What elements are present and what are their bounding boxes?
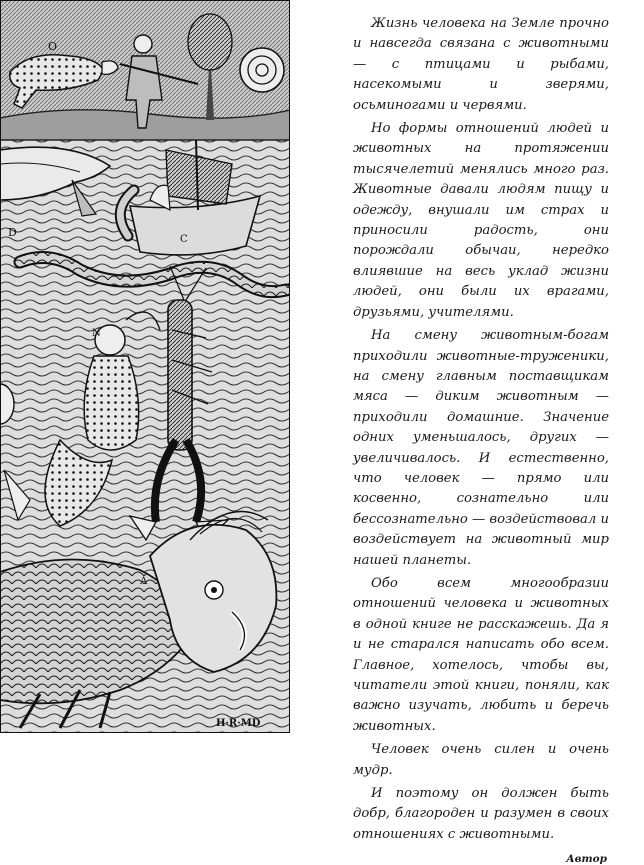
monogram-label: H·R·MD [216, 718, 261, 729]
letter-d-label: D [8, 226, 17, 239]
letter-a-label: A [140, 576, 148, 587]
preface-text-column [353, 14, 609, 865]
woodcut-svg [0, 0, 290, 733]
paragraph-2: Но формы отношений людей и животных на протяжении тысячелетий менялись много раз. Животные давали людям пищу и одежду, внушали им страх и приносили радость, они порождали обычаи, нередко влиявшие на весь уклад жизни людей, они были их врагами, друзьями, учителями. [353, 121, 609, 320]
woodcut-illustration [0, 0, 290, 733]
letter-o-label: O [48, 40, 58, 53]
paragraph-6: И поэтому он должен быть добр, благороден и разумен в своих отношениях с животными. [353, 786, 609, 842]
paragraph-4: Обо всем многообразии отношений человека и животных в одной книге не расскажешь. Да я и не старался написать обо всем. Главное, хотелось, чтобы вы, читатели этой книги, поняли, как важно изучать, любить и беречь животных. [353, 575, 609, 734]
snail-shell-figure [240, 48, 284, 92]
letter-n-label: N [92, 328, 101, 339]
paragraph-3: На смену животным-богам приходили животные-труженики, на смену главным поставщикам мяса — диким животным — приходили домашние. Значение одних уменьшалось, других — увеличивалось. И естественно, что человек — прямо или косвенно, сознательно или бессознательно — воздействовал и воздействует на животный мир нашей планеты. [353, 328, 609, 568]
land-scene [0, 0, 290, 140]
paragraph-1: Жизнь человека на Земле прочно и навсегда связана с животными — с птицами и рыбами, насекомыми и зверями, осьминогами и червями. [353, 16, 609, 113]
author-signature: Автор [566, 853, 607, 865]
letter-c-label: C [180, 234, 188, 245]
paragraph-5: Человек очень силен и очень мудр. [353, 742, 609, 778]
